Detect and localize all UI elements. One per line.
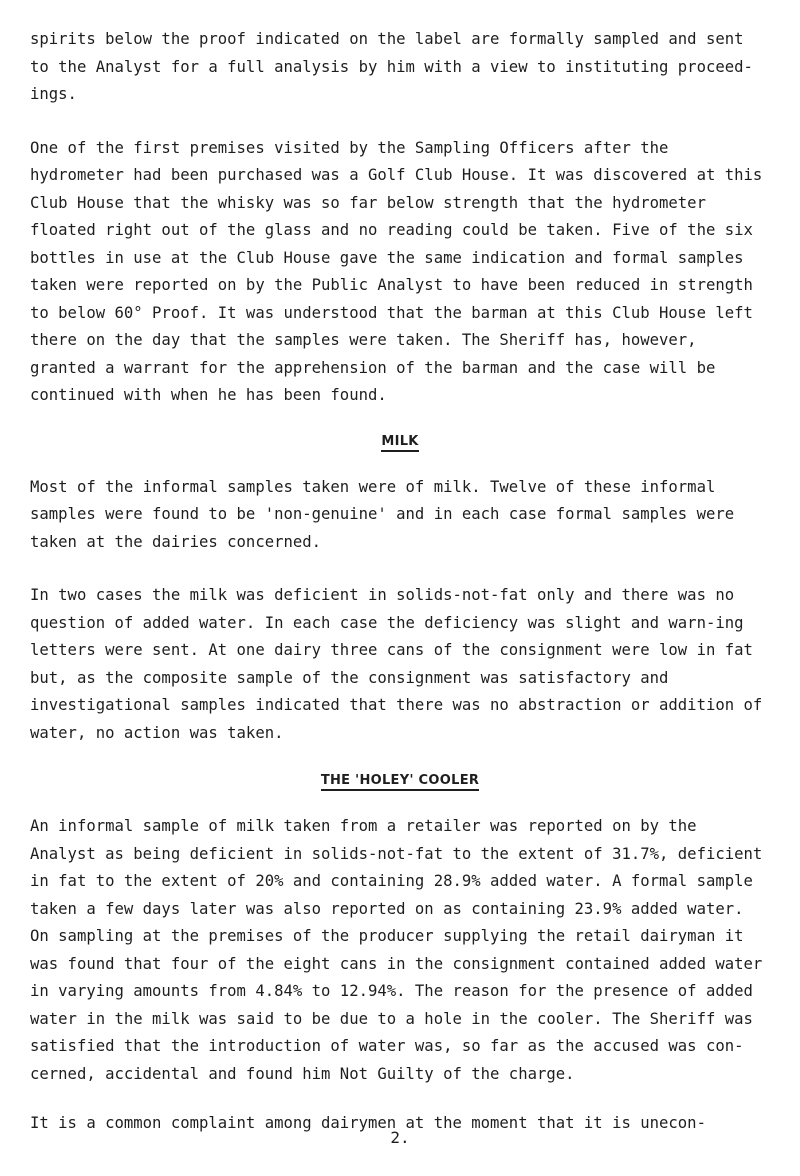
paragraph-informal-samples: Most of the informal samples taken were of milk. Twelve of these informal samples were found to be 'non-genuine' and in each case formal samples were taken at the dairies concerned. xyxy=(30,477,735,551)
page-number: 2. xyxy=(390,1128,410,1147)
paragraph-spirits-proof: spirits below the proof indicated on the label are formally sampled and sent to the Analyst for a full analysis by him with a view to instituting proceed-ings. xyxy=(30,30,753,103)
paragraph-common-complaint: It is a common complaint among dairymen at the moment that it is unecon- xyxy=(30,1114,706,1132)
document-page xyxy=(30,26,770,1138)
paragraph-solids-not-fat: In two cases the milk was deficient in solids-not-fat only and there was no question of added water. In each case the deficiency was slight and warn-ing letters were sent. At one dairy three cans of the consignment were low in fat but, as the composite sample of the consignment was satisfactory and investigational samples indicated that there was no abstraction or addition of water, no action was taken. xyxy=(30,586,763,742)
section-heading-holey-cooler: THE 'HOLEY' COOLER xyxy=(30,773,770,791)
paragraph-retailer-sample: An informal sample of milk taken from a retailer was reported on by the Analyst as being deficient in solids-not-fat to the extent of 31.7%, deficient in fat to the extent of 20% and containing 28.9% added water. A formal sample taken a few days later was also reported on as containing 23.9% added water. On sampling at the premises of the producer supplying the retail dairyman it was found that four of the eight cans in the consignment contained added water in varying amounts from 4.84% to 12.94%. The reason for the presence of added water in the milk was said to be due to a hole in the cooler. The Sheriff was satisfied that the introduction of water was, so far as the accused was con-cerned, accidental and found him Not Guilty of the charge. xyxy=(30,817,763,1083)
section-heading-milk: MILK xyxy=(30,434,770,452)
paragraph-golf-club: One of the first premises visited by the Sampling Officers after the hydrometer had been purchased was a Golf Club House. It was discovered at this Club House that the whisky was so far below strength that the hydrometer floated right out of the glass and no reading could be taken. Five of the six bottles in use at the Club House gave the same indication and formal samples taken were reported on by the Public Analyst to have been reduced in strength to below 60° Proof. It was understood that the barman at this Club House left there on the day that the samples were taken. The Sheriff has, however, granted a warrant for the apprehension of the barman and the case will be continued with when he has been found. xyxy=(30,138,763,404)
